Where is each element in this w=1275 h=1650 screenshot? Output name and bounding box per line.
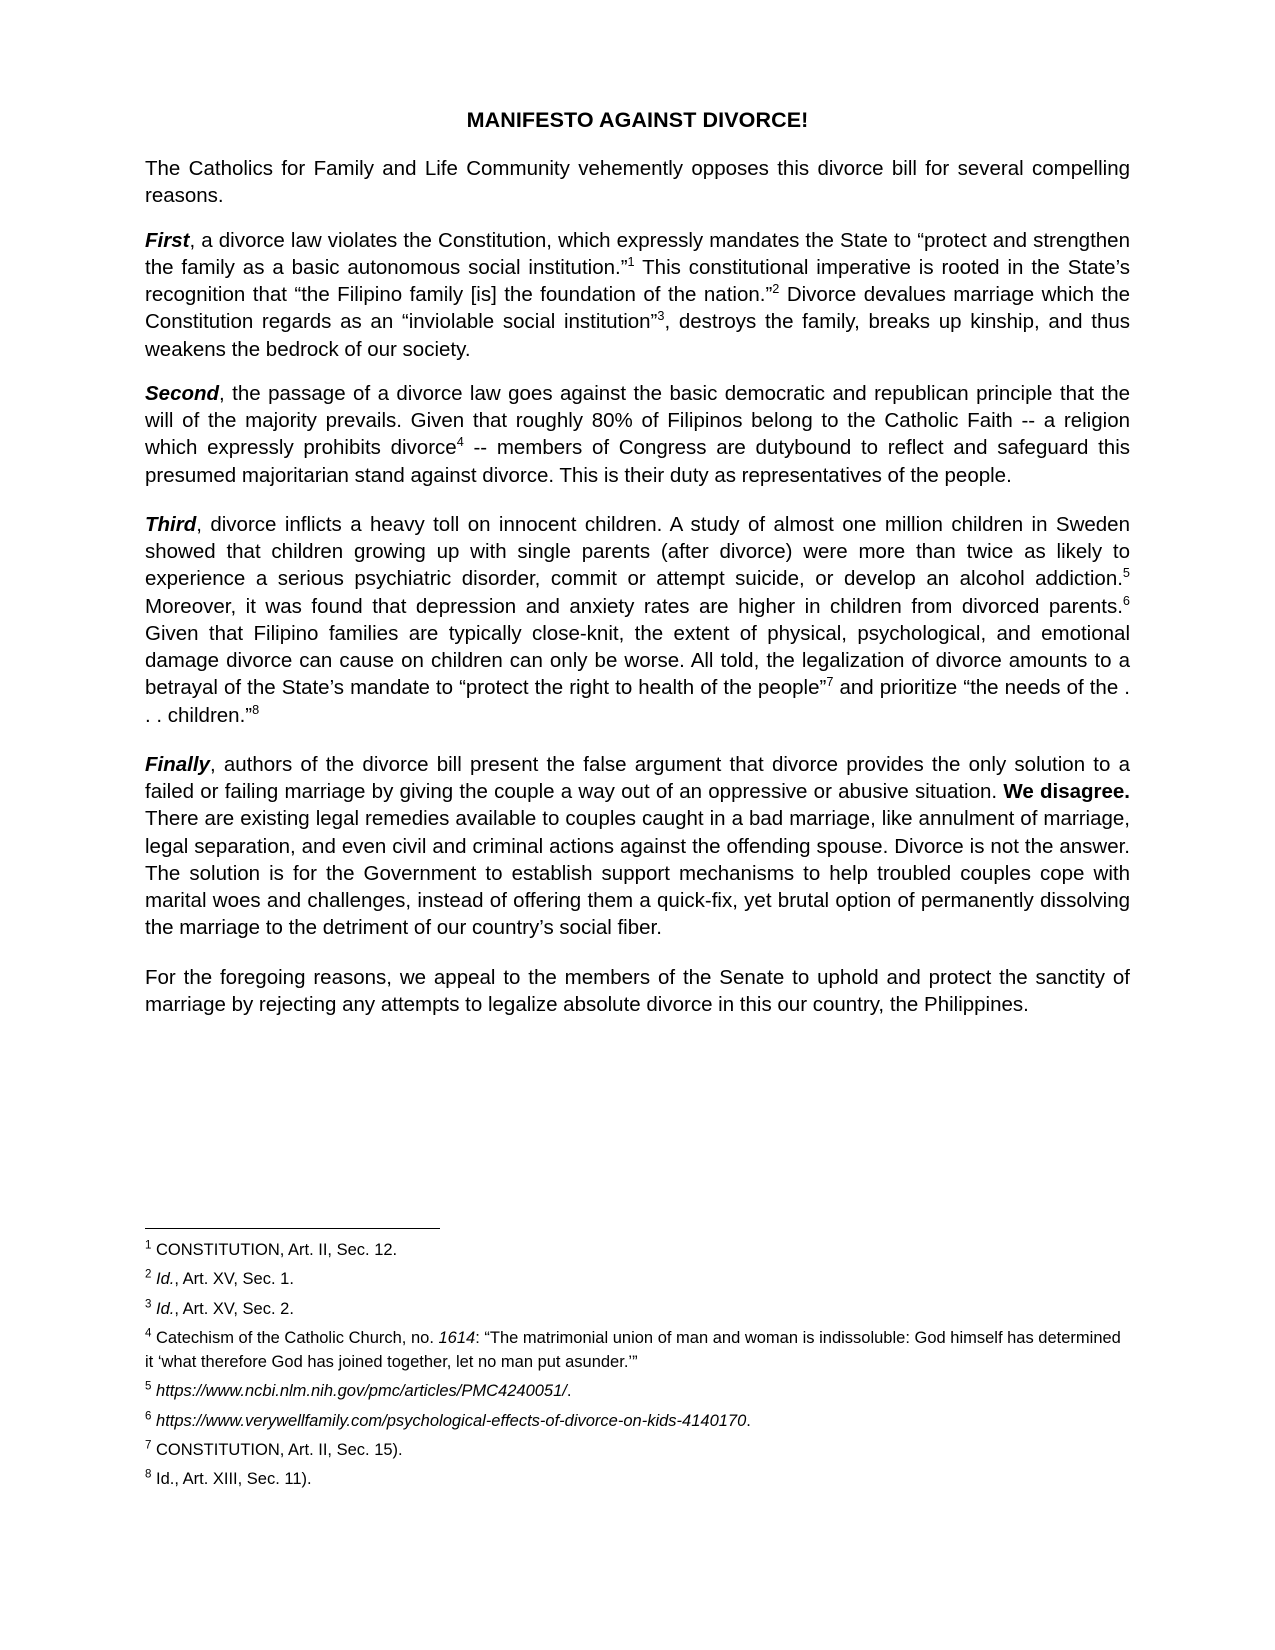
footnote-item bbox=[145, 1239, 1130, 1262]
footnote-item bbox=[145, 1298, 1130, 1321]
paragraph-finally bbox=[145, 751, 1130, 942]
footnote-text: . bbox=[746, 1411, 751, 1430]
footnote-ref-2[interactable]: 2 bbox=[772, 281, 780, 297]
finally-text-a: , authors of the divorce bill present the false argument that divorce provides the only solution to a failed or failing marriage by giving the couple a way out of an oppressive or abusive situation. bbox=[145, 752, 1130, 803]
footnote-ref-1[interactable]: 1 bbox=[627, 253, 635, 269]
footnote-item bbox=[145, 1410, 1130, 1433]
first-text-c: Divorce devalues marriage which the Constitution regards as an “inviolable social institution” bbox=[145, 283, 1130, 334]
paragraph-intro bbox=[145, 155, 1130, 210]
footnote-text: CONSTITUTION, Art. II, Sec. 15). bbox=[156, 1440, 403, 1459]
footnote-ref-4[interactable]: 4 bbox=[456, 434, 464, 450]
first-lead-word: First bbox=[145, 228, 190, 252]
footnote-text: https://www.ncbi.nlm.nih.gov/pmc/articles/PMC4240051/ bbox=[156, 1382, 567, 1401]
finally-emphasis: We disagree. bbox=[1003, 780, 1130, 803]
footnote-list bbox=[145, 1239, 1130, 1492]
second-text-b: -- members of Congress are dutybound to reflect and safeguard this presumed majoritarian stand against divorce. This is their duty as representatives of the people. bbox=[145, 436, 1130, 487]
footnote-item bbox=[145, 1380, 1130, 1403]
footnote-text: : “The matrimonial union of man and woman is indissoluble: God himself has determined it ‘what therefore God has joined together, let no man put asunder.’” bbox=[145, 1329, 1121, 1371]
footnote-text: Id., Art. XIII, Sec. 11). bbox=[156, 1470, 312, 1489]
footnote-text: https://www.verywellfamily.com/psychological-effects-of-divorce-on-kids-4140170 bbox=[156, 1411, 747, 1430]
first-text-b: This constitutional imperative is rooted in the State’s recognition that “the Filipino family [is] the foundation of the nation.” bbox=[145, 255, 1131, 306]
footnote-marker: 5 bbox=[145, 1380, 152, 1393]
footnote-area bbox=[145, 1228, 1130, 1498]
paragraph-third bbox=[145, 511, 1130, 729]
footnote-item bbox=[145, 1327, 1130, 1374]
footnote-marker: 4 bbox=[145, 1327, 152, 1340]
paragraph-second bbox=[145, 380, 1130, 489]
footnote-text: 1614 bbox=[438, 1329, 476, 1348]
second-lead-word: Second bbox=[145, 381, 220, 405]
footnote-marker: 3 bbox=[145, 1298, 152, 1311]
finally-lead-word: Finally bbox=[145, 752, 210, 776]
page-title: MANIFESTO AGAINST DIVORCE! bbox=[466, 108, 809, 132]
footnote-text: Id. bbox=[156, 1270, 175, 1289]
footnote-marker: 1 bbox=[145, 1239, 152, 1252]
paragraph-first bbox=[145, 227, 1130, 363]
footnote-text: Catechism of the Catholic Church, no. bbox=[156, 1329, 439, 1348]
footnote-marker: 2 bbox=[145, 1268, 152, 1281]
paragraph-closing bbox=[145, 964, 1130, 1019]
footnote-text: CONSTITUTION, Art. II, Sec. 12. bbox=[156, 1241, 398, 1259]
first-text-a: , a divorce law violates the Constitution, which expressly mandates the State to “protect and strengthen the family as a basic autonomous social institution.” bbox=[145, 228, 1130, 279]
footnote-text: , Art. XV, Sec. 2. bbox=[174, 1299, 294, 1318]
footnote-separator-rule bbox=[145, 1228, 440, 1229]
footnote-marker: 8 bbox=[145, 1468, 152, 1481]
first-text-d: , destroys the family, breaks up kinship, and thus weakens the bedrock of our society. bbox=[145, 310, 1130, 361]
third-text-d: and prioritize “the needs of the . . . children.” bbox=[145, 676, 1130, 727]
footnote-text: . bbox=[566, 1382, 572, 1401]
footnote-marker: 6 bbox=[145, 1410, 152, 1423]
footnote-item bbox=[145, 1268, 1130, 1291]
third-text-b: Moreover, it was found that depression and anxiety rates are higher in children from divorced parents. bbox=[145, 594, 1123, 618]
footnote-ref-3[interactable]: 3 bbox=[657, 308, 665, 324]
finally-text-b: There are existing legal remedies available to couples caught in a bad marriage, like annulment of marriage, legal separation, and even civil and criminal actions against the offending spouse. Divorce is not the answer. The solution is for the Government to establish support mechanisms to help troubled couples cope with marital woes and challenges, instead of offering them a quick-fix, yet brutal option of permanently dissolving the marriage to the detriment of our country’s social fiber. bbox=[145, 807, 1130, 940]
footnote-text: Id. bbox=[156, 1299, 175, 1318]
footnote-ref-6[interactable]: 6 bbox=[1122, 592, 1130, 608]
footnote-marker: 7 bbox=[145, 1439, 152, 1452]
third-text-c: Given that Filipino families are typically close-knit, the extent of physical, psychological, and emotional damage divorce can cause on children can only be worse. All told, the legalization of divorce amounts to a betrayal of the State’s mandate to “protect the right to health of the people” bbox=[145, 621, 1130, 700]
third-text-a: , divorce inflicts a heavy toll on innocent children. A study of almost one million children in Sweden showed that children growing up with single parents (after divorce) were more than twice as likely to experience a serious psychiatric disorder, commit or attempt suicide, or develop an alcohol addiction. bbox=[145, 512, 1130, 591]
closing-text: For the foregoing reasons, we appeal to the members of the Senate to uphold and protect the sanctity of marriage by rejecting any attempts to legalize absolute divorce in this our country, the Philippines. bbox=[145, 965, 1130, 1016]
footnote-ref-7[interactable]: 7 bbox=[826, 674, 834, 690]
footnote-ref-8[interactable]: 8 bbox=[252, 701, 260, 717]
footnote-text: , Art. XV, Sec. 1. bbox=[174, 1270, 294, 1289]
second-text-a: , the passage of a divorce law goes against the basic democratic and republican principle that the will of the majority prevails. Given that roughly 80% of Filipinos belong to the Catholic Faith -- a religion which expressly prohibits divorce bbox=[145, 381, 1130, 460]
intro-text: The Catholics for Family and Life Community vehemently opposes this divorce bill for several compelling reasons. bbox=[145, 157, 1130, 208]
footnote-item bbox=[145, 1468, 1130, 1491]
footnote-ref-5[interactable]: 5 bbox=[1122, 565, 1130, 581]
footnote-item bbox=[145, 1439, 1130, 1462]
third-lead-word: Third bbox=[145, 512, 197, 536]
